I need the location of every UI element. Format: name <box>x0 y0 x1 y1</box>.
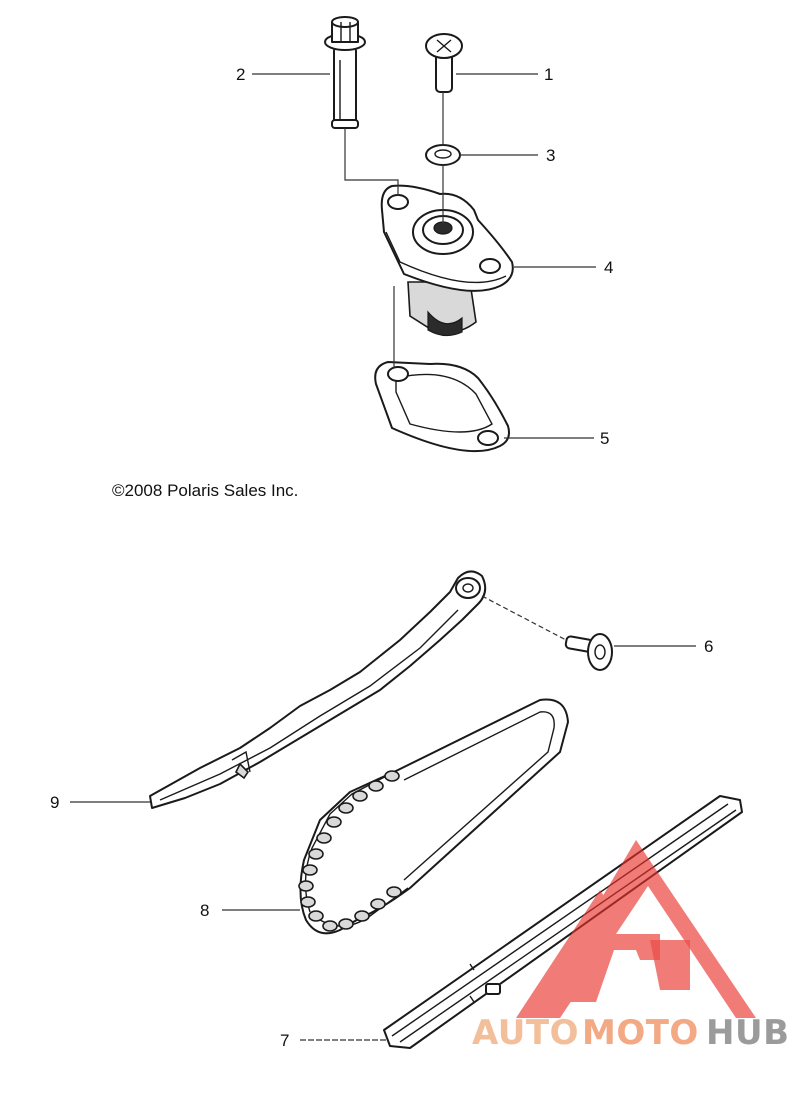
part-8-cam-chain <box>300 699 568 933</box>
callout-9 <box>50 793 150 812</box>
watermark-hub: HUB <box>706 1013 790 1053</box>
callout-number: 3 <box>546 146 556 165</box>
watermark-moto: MOTO <box>582 1013 699 1053</box>
callout-number: 2 <box>236 65 246 84</box>
callout-6 <box>614 637 713 656</box>
callout-number: 1 <box>544 65 554 84</box>
callout-2 <box>236 65 330 84</box>
callout-number: 8 <box>200 901 210 920</box>
callout-number: 4 <box>604 258 614 277</box>
callout-1 <box>456 65 553 84</box>
watermark-auto: AUTO <box>472 1013 579 1053</box>
callout-number: 9 <box>50 793 60 812</box>
part-4-tensioner <box>382 186 513 336</box>
part-3-washer <box>426 145 460 165</box>
callout-number: 6 <box>704 637 714 656</box>
part-1-screw <box>426 34 462 92</box>
callout-number: 7 <box>280 1031 290 1050</box>
callout-7 <box>280 1031 386 1050</box>
part-2-bolt <box>325 17 365 128</box>
part-6-pivot-bolt <box>482 596 612 670</box>
callout-8 <box>200 901 300 920</box>
callout-4 <box>514 258 613 277</box>
part-5-gasket <box>375 362 509 451</box>
callout-5 <box>504 429 609 448</box>
callout-number: 5 <box>600 429 610 448</box>
callout-3 <box>460 146 555 165</box>
copyright-text: ©2008 Polaris Sales Inc. <box>112 481 299 500</box>
